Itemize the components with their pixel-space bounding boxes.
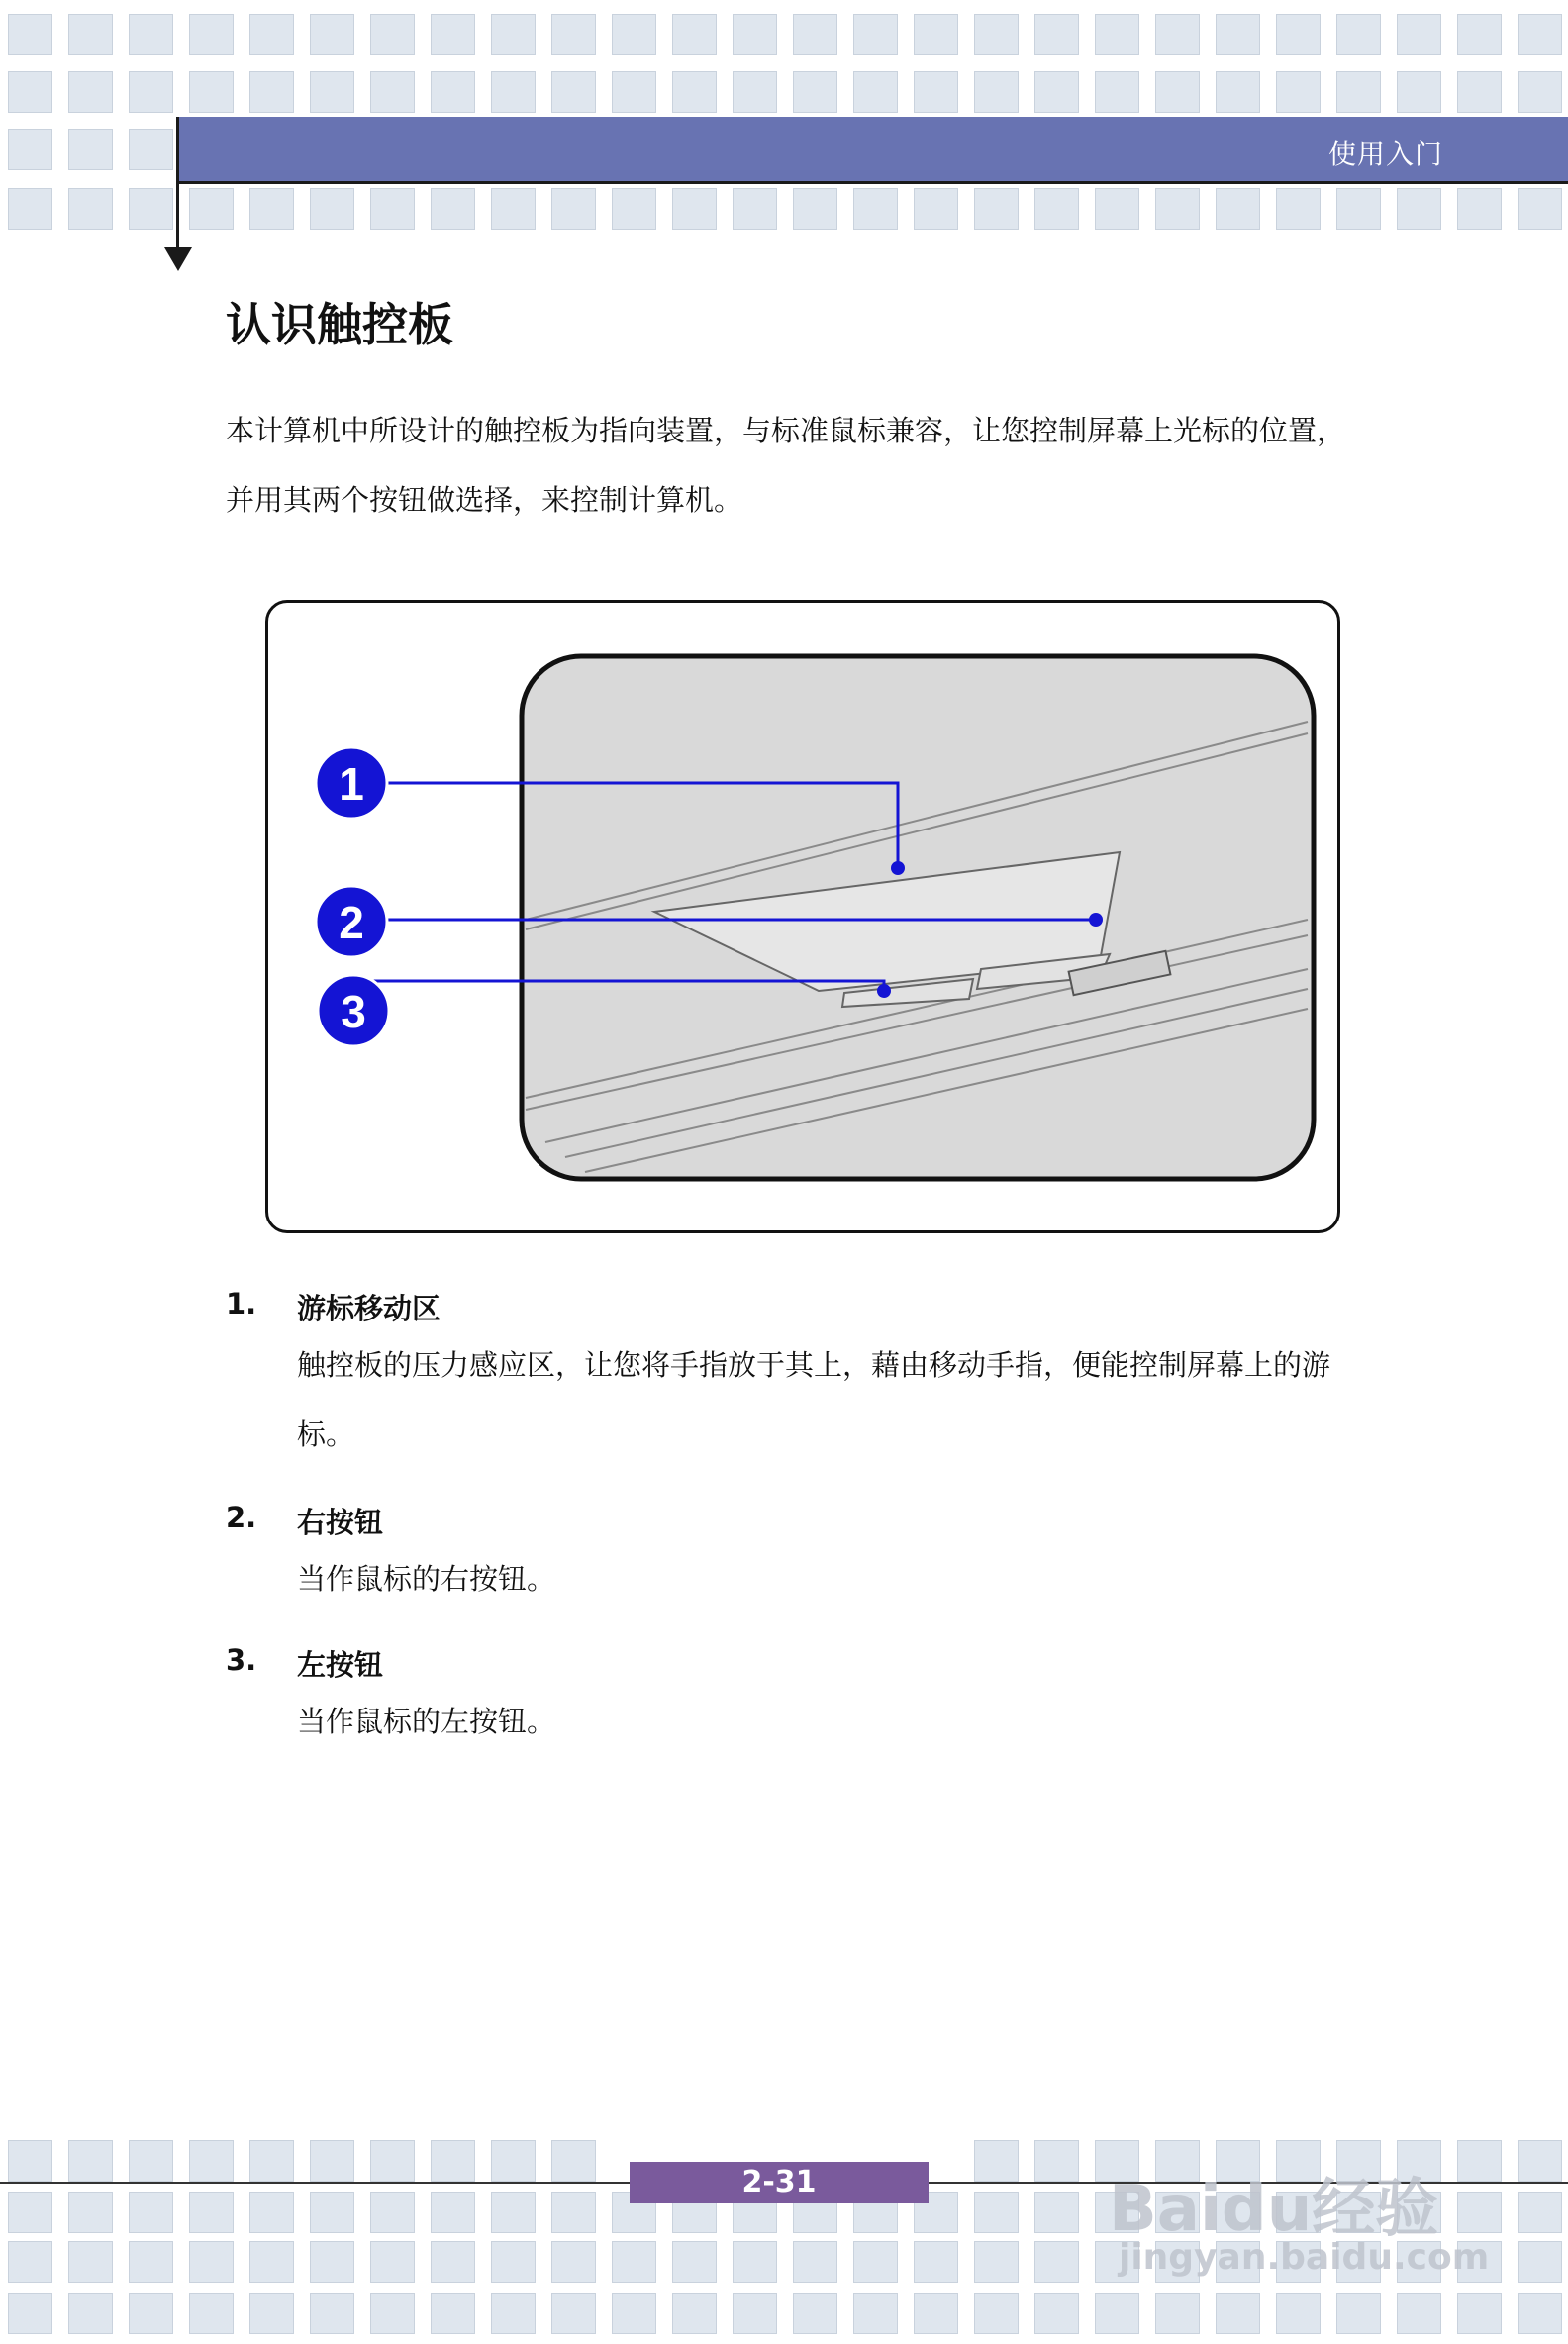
page-number-badge: 2-31 [630, 2162, 929, 2203]
tile [914, 2241, 958, 2283]
tile [612, 14, 656, 55]
tile [310, 71, 354, 113]
tile [8, 2293, 52, 2334]
watermark-url: jingyan.baidu.com [1119, 2237, 1490, 2278]
tile [1457, 71, 1502, 113]
tile [1095, 71, 1139, 113]
tile [129, 2140, 173, 2182]
tile [1034, 2192, 1079, 2233]
callout-dot-3 [877, 984, 891, 998]
tile [491, 71, 536, 113]
callout-3-label: 3 [341, 986, 366, 1037]
tile [129, 188, 173, 230]
tile [853, 71, 898, 113]
tile [1518, 2241, 1562, 2283]
tile [1276, 71, 1321, 113]
tile [189, 2192, 234, 2233]
tile [1518, 71, 1562, 113]
tile [612, 2241, 656, 2283]
callout-2 [316, 886, 387, 957]
tile [1457, 188, 1502, 230]
tile [249, 188, 294, 230]
tile [68, 71, 113, 113]
tile [1155, 188, 1200, 230]
tile [974, 2140, 1019, 2182]
tile [551, 71, 596, 113]
tile [551, 188, 596, 230]
tile [249, 2140, 294, 2182]
list-item-title: 游标移动区 [297, 1292, 441, 1325]
tile [1034, 14, 1079, 55]
callout-1 [316, 747, 387, 819]
tile [672, 2293, 717, 2334]
tile [974, 2293, 1019, 2334]
tile [1518, 14, 1562, 55]
tile [1034, 188, 1079, 230]
tile [793, 2241, 837, 2283]
tile [491, 14, 536, 55]
tile [189, 2140, 234, 2182]
tile [793, 14, 837, 55]
tile [1095, 14, 1139, 55]
tile [914, 2293, 958, 2334]
tile [310, 14, 354, 55]
tile [793, 188, 837, 230]
section-marker-line [176, 117, 179, 255]
tile [1034, 2140, 1079, 2182]
tile [189, 71, 234, 113]
tile [249, 2241, 294, 2283]
list-item-number: 1. [226, 1287, 257, 1320]
tile [189, 2293, 234, 2334]
tile [914, 14, 958, 55]
tile [1518, 188, 1562, 230]
tile [310, 2140, 354, 2182]
tile [189, 188, 234, 230]
callout-dot-1 [891, 861, 905, 875]
tile [974, 188, 1019, 230]
tile [189, 2241, 234, 2283]
tile [551, 2241, 596, 2283]
tile [431, 2140, 475, 2182]
tile [793, 71, 837, 113]
tile [1518, 2192, 1562, 2233]
tile [733, 2241, 777, 2283]
tile [8, 2192, 52, 2233]
intro-paragraph: 本计算机中所设计的触控板为指向装置，与标准鼠标兼容，让您控制屏幕上光标的位置，并用其两个按钮做选择，来控制计算机。 [226, 414, 1346, 517]
tile [189, 14, 234, 55]
tile [853, 2241, 898, 2283]
tile [129, 2241, 173, 2283]
tile [68, 14, 113, 55]
tile [68, 2241, 113, 2283]
tile [129, 129, 173, 170]
list-item-description: 当作鼠标的左按钮。 [297, 1705, 556, 1738]
tile [733, 14, 777, 55]
tile [431, 14, 475, 55]
tile [1397, 14, 1441, 55]
tile [249, 71, 294, 113]
tile [974, 2241, 1019, 2283]
tile [68, 2140, 113, 2182]
tile [1276, 188, 1321, 230]
tile [914, 188, 958, 230]
section-name: 使用入门 [1327, 138, 1443, 170]
list-item-description: 当作鼠标的右按钮。 [297, 1562, 556, 1596]
tile [370, 188, 415, 230]
tile [733, 71, 777, 113]
tile [853, 14, 898, 55]
tile [1216, 71, 1260, 113]
touchpad-illustration [268, 603, 1337, 1230]
list-item-title: 右按钮 [297, 1506, 384, 1539]
tile [853, 2293, 898, 2334]
section-header-band [176, 117, 1568, 184]
tile [370, 2140, 415, 2182]
tile [431, 2241, 475, 2283]
tile [1155, 71, 1200, 113]
callout-2-label: 2 [339, 897, 364, 948]
tile [974, 14, 1019, 55]
tile [8, 14, 52, 55]
tile [491, 2140, 536, 2182]
down-arrow-icon [164, 247, 192, 271]
tile [129, 2293, 173, 2334]
tile [1216, 14, 1260, 55]
tile [8, 71, 52, 113]
tile [431, 2293, 475, 2334]
tile [431, 188, 475, 230]
tile [129, 71, 173, 113]
tile [310, 2293, 354, 2334]
callout-3 [318, 975, 389, 1046]
tile [1276, 14, 1321, 55]
tile [551, 2192, 596, 2233]
tile [1155, 14, 1200, 55]
tile [733, 2293, 777, 2334]
tile [612, 188, 656, 230]
callout-1-label: 1 [339, 758, 364, 810]
tile [8, 188, 52, 230]
list-item-title: 左按钮 [297, 1648, 384, 1682]
tile [68, 188, 113, 230]
tile [612, 2293, 656, 2334]
list-item-description: 触控板的压力感应区，让您将手指放于其上，藉由移动手指，便能控制屏幕上的游标。 [297, 1348, 1331, 1451]
tile [370, 2192, 415, 2233]
tile [249, 2192, 294, 2233]
tile [431, 2192, 475, 2233]
tile [1336, 188, 1381, 230]
tile [793, 2293, 837, 2334]
callout-dot-2 [1089, 913, 1103, 927]
tile [1518, 2140, 1562, 2182]
list-item-number: 3. [226, 1643, 257, 1677]
tile [431, 71, 475, 113]
tile [1095, 188, 1139, 230]
tile [310, 2241, 354, 2283]
tile [1336, 14, 1381, 55]
tile [1034, 2241, 1079, 2283]
tile [370, 2293, 415, 2334]
tile [8, 2140, 52, 2182]
tile-row [0, 14, 1568, 55]
tile [8, 129, 52, 170]
touchpad-figure [265, 600, 1340, 1233]
tile [370, 71, 415, 113]
tile [68, 129, 113, 170]
watermark-logo: Baidu经验 [1109, 2173, 1439, 2246]
tile [974, 71, 1019, 113]
tile [733, 188, 777, 230]
tile [551, 2140, 596, 2182]
tile [491, 2241, 536, 2283]
tile [551, 14, 596, 55]
tile [1518, 2293, 1562, 2334]
tile [310, 188, 354, 230]
tile [1397, 188, 1441, 230]
tile [672, 2241, 717, 2283]
tile [612, 71, 656, 113]
tile [974, 2192, 1019, 2233]
page-title: 认识触控板 [226, 298, 453, 351]
list-item-number: 2. [226, 1501, 257, 1534]
tile [310, 2192, 354, 2233]
tile [672, 14, 717, 55]
tile [8, 2241, 52, 2283]
tile [68, 2192, 113, 2233]
tile [914, 71, 958, 113]
watermark [1109, 2108, 1505, 2306]
tile [370, 14, 415, 55]
tile [129, 2192, 173, 2233]
tile-row [0, 188, 1568, 230]
tile [1336, 71, 1381, 113]
tile [249, 2293, 294, 2334]
tile [249, 14, 294, 55]
tile [672, 188, 717, 230]
tile [1457, 14, 1502, 55]
tile [491, 188, 536, 230]
tile [1216, 188, 1260, 230]
tile [129, 14, 173, 55]
tile [68, 2293, 113, 2334]
tile [672, 71, 717, 113]
tile [370, 2241, 415, 2283]
tile [1034, 2293, 1079, 2334]
tile-row [0, 71, 1568, 113]
tile [491, 2293, 536, 2334]
tile [1397, 71, 1441, 113]
tile [491, 2192, 536, 2233]
tile [551, 2293, 596, 2334]
tile [853, 188, 898, 230]
tile [1034, 71, 1079, 113]
